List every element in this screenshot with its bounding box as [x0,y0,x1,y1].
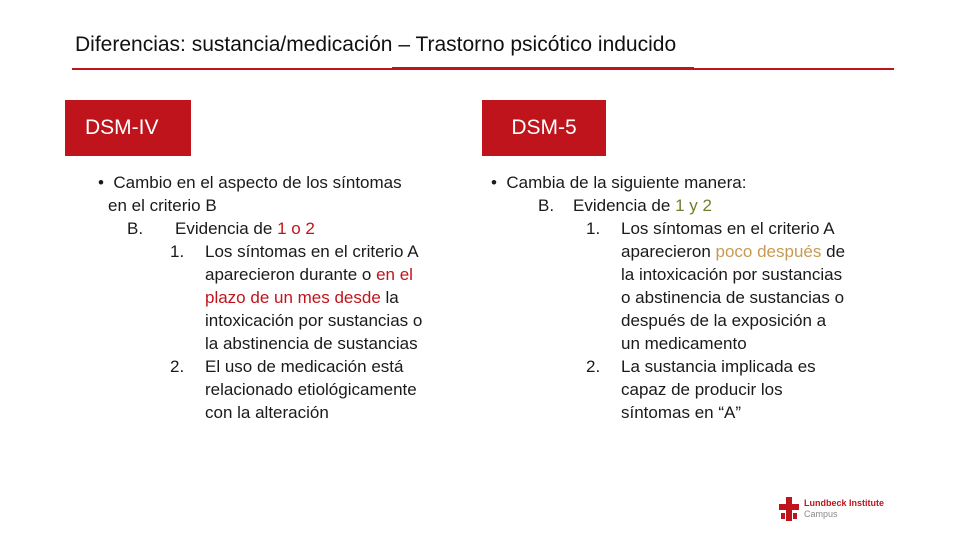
dsm-iv-bullet-line2: en el criterio B [108,196,217,215]
dsm-5-item1-line6: un medicamento [621,334,747,353]
lundbeck-mark-icon [779,497,799,521]
dsm-iv-item1-line2-text: aparecieron durante o [205,265,377,284]
dsm-5-item1-line3: la intoxicación por sustancias [621,265,843,284]
dsm-5-item1-line5: después de la exposición a [621,311,827,330]
dsm-5-item2 [491,355,891,378]
dsm-5-item2-line1: La sustancia implicada es [621,357,816,376]
dsm-5-item2-marker: 2. [586,357,601,376]
dsm-5-criterion-b [491,194,891,217]
dsm-5-bullet-line1: Cambia de la siguiente manera: [506,173,747,192]
dsm-iv-item1-marker: 1. [170,242,185,261]
dsm-5-bullet [491,171,891,194]
dsm-5-item1 [491,217,891,240]
dsm-5-b-marker: B. [538,196,555,215]
dsm-5-item1-line2-tail: de [821,242,846,261]
dsm-5-header [482,100,606,156]
title-divider-accent [392,67,694,70]
bullet-dot-icon: • [491,173,497,192]
dsm-iv-bullet-line1: Cambio en el aspecto de los síntomas [113,173,402,192]
dsm-iv-b-marker: B. [127,219,144,238]
dsm-iv-content [98,171,478,424]
dsm-5-item1-line4: o abstinencia de sustancias o [621,288,845,307]
dsm-5-content [491,171,891,424]
dsm-iv-item1 [98,240,478,263]
dsm-5-item1-line2 [491,240,891,263]
slide-title: Diferencias: sustancia/medicación – Trastorno psicótico inducido [75,33,677,56]
dsm-5-header-label: DSM-5 [511,116,577,139]
dsm-iv-item1-line3-highlight: plazo de un mes desde [205,288,381,307]
dsm-iv-item1-line2 [98,263,478,286]
lundbeck-logo [779,497,899,521]
dsm-5-item2-line2: capaz de producir los [621,380,783,399]
dsm-iv-item2 [98,355,478,378]
bullet-dot-icon: • [98,173,104,192]
dsm-iv-item2-line2: relacionado etiológicamente [205,380,417,399]
dsm-iv-b-highlight: 1 o 2 [277,219,315,238]
dsm-iv-item2-marker: 2. [170,357,185,376]
dsm-iv-item1-line3 [98,286,478,309]
dsm-iv-item2-line1: El uso de medicación está [205,357,404,376]
logo-line1: Lundbeck Institute [804,498,885,508]
dsm-iv-item1-line5: la abstinencia de sustancias [205,334,418,353]
logo-line2: Campus [804,509,838,519]
dsm-5-item2-line3: síntomas en “A” [621,403,741,422]
dsm-5-item1-marker: 1. [586,219,601,238]
dsm-iv-header [65,100,191,156]
dsm-iv-bullet [98,171,478,194]
dsm-5-b-highlight: 1 y 2 [675,196,712,215]
dsm-5-item1-line2-highlight: poco después [715,242,822,261]
dsm-iv-item1-line2-highlight: en el [376,265,413,284]
dsm-iv-item1-line1: Los síntomas en el criterio A [205,242,419,261]
dsm-iv-criterion-b [98,217,478,240]
dsm-5-item1-line1: Los síntomas en el criterio A [621,219,835,238]
dsm-iv-b-text: Evidencia de [175,219,278,238]
dsm-iv-item1-line3-text: la [380,288,399,307]
dsm-5-item1-line2-text: aparecieron [621,242,716,261]
dsm-iv-item1-line4: intoxicación por sustancias o [205,311,423,330]
dsm-iv-header-label: DSM-IV [85,116,159,139]
dsm-iv-item2-line3: con la alteración [205,403,329,422]
dsm-5-b-text: Evidencia de [573,196,676,215]
